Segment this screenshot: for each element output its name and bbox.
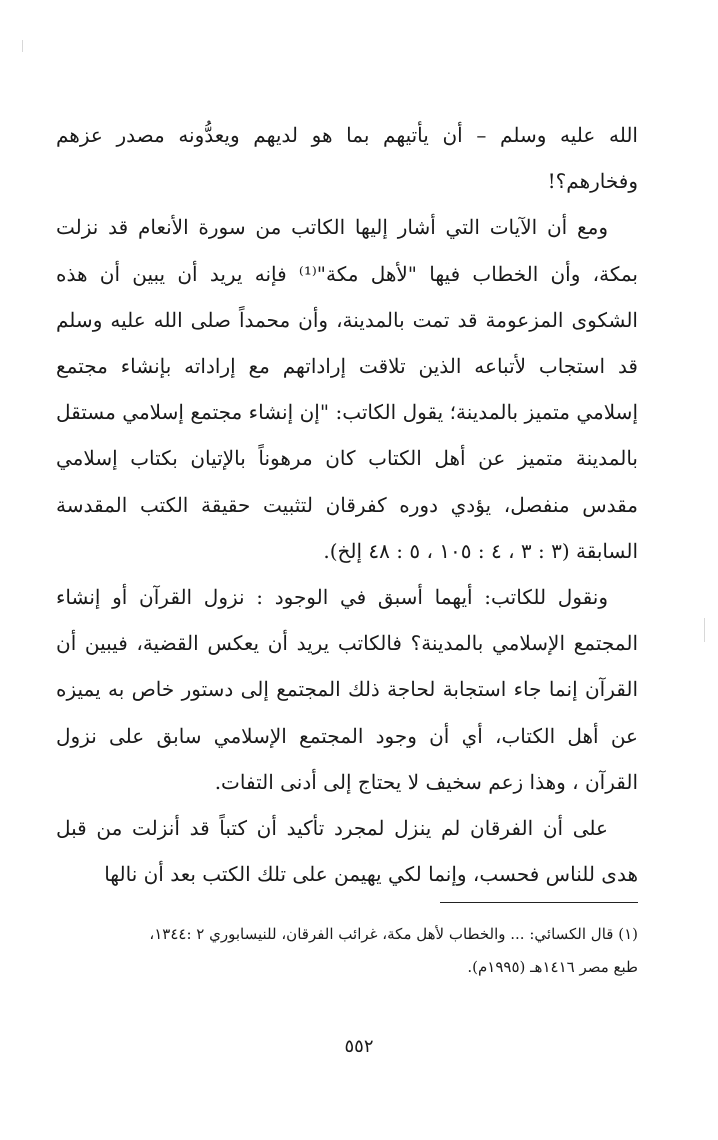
footnote-separator: [440, 902, 638, 903]
footnote: [56, 918, 638, 984]
paragraph-1: الله عليه وسلم – أن يأتيهم بما هو لديهم ويعدُّونه مصدر عزهم وفخارهم؟!: [56, 123, 638, 194]
scan-margin-mark: [22, 40, 23, 52]
paragraph-3: ونقول للكاتب: أيهما أسبق في الوجود : نزول القرآن أو إنشاء المجتمع الإسلامي بالمدينة؟ فالكاتب يريد أن يعكس القضية، فيبين أن القرآن إنما جاء استجابة لحاجة ذلك المجتمع إلى دستور خاص به يميزه عن أهل الكتاب، أي أن وجود المجتمع الإسلامي سابق على نزول القرآن ، وهذا زعم سخيف لا يحتاج إلى أدنى التفات.: [56, 585, 638, 794]
paragraph-4: على أن الفرقان لم ينزل لمجرد تأكيد أن كتباً قد أنزلت من قبل هدى للناس فحسب، وإنما لكي يهيمن على تلك الكتب بعد أن نالها: [56, 816, 638, 887]
footnote-line-1: (١) قال الكسائي: ... والخطاب لأهل مكة، غرائب الفرقان، للنيسابوري ٢ :١٣٤٤،: [149, 925, 638, 943]
scan-margin-mark: [704, 618, 705, 642]
main-text: [56, 112, 638, 897]
footnote-line-2: طبع مصر ١٤١٦هـ (١٩٩٥م).: [467, 958, 638, 976]
page-number: ٥٥٢: [344, 1036, 374, 1057]
paragraph-2: ومع أن الآيات التي أشار إليها الكاتب من سورة الأنعام قد نزلت بمكة، وأن الخطاب فيها "لأهل مكة"⁽¹⁾ فإنه يريد أن يبين أن هذه الشكوى المزعومة قد تمت بالمدينة، وأن محمداً صلى الله عليه وسلم قد استجاب لأتباعه الذين تلاقت إراداتهم مع إراداته بإنشاء مجتمع إسلامي متميز بالمدينة؛ يقول الكاتب: "إن إنشاء مجتمع إسلامي مستقل بالمدينة متميز عن أهل الكتاب كان مرهوناً بالإتيان بكتاب إسلامي مقدس منفصل، يؤدي دوره كفرقان لتثبيت حقيقة الكتب المقدسة السابقة (٣ : ٣ ، ٤ : ١٠٥ ، ٥ : ٤٨ إلخ).: [56, 215, 638, 563]
